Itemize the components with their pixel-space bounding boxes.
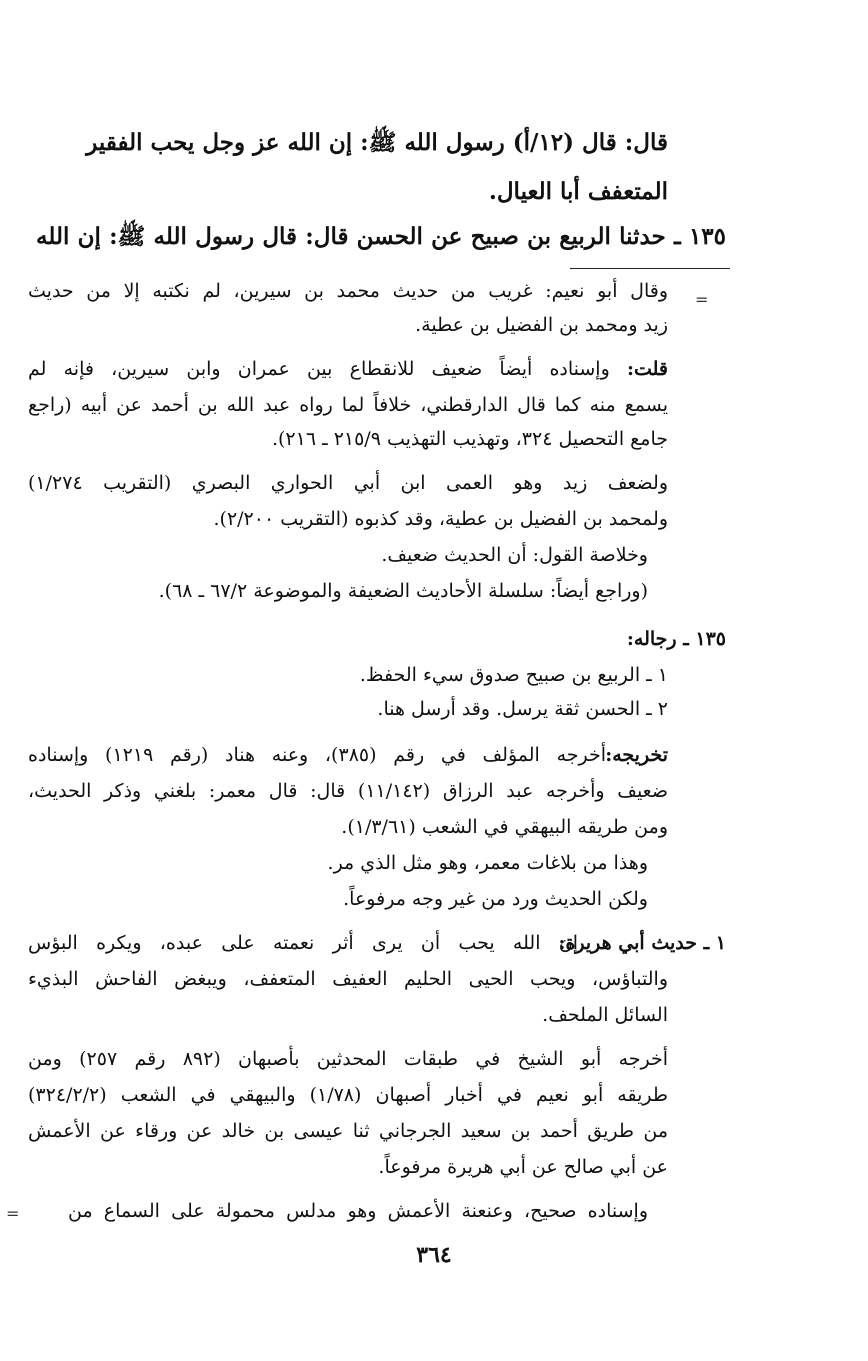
footnote-line: ولضعف زيد وهو العمى ابن أبي الحواري البصري (التقريب ١/٢٧٤) (28, 472, 668, 494)
footnote-line: جامع التحصيل ٣٢٤، وتهذيب التهذيب ٢١٥/٩ ـ ٢١٦). (271, 428, 668, 450)
footnote-line: ومن طريقه البيهقي في الشعب (١/٣/٦١). (341, 816, 668, 838)
footnote-line: زيد ومحمد بن الفضيل بن عطية. (415, 314, 668, 336)
continuation-mark: = (695, 290, 709, 309)
narrator-line: ١ ـ الربيع بن صبيح صدوق سيء الحفظ. (359, 664, 668, 686)
footnote-line: عن أبي صالح عن أبي هريرة مرفوعاً. (378, 1156, 668, 1178)
qultu-label: قلت: (626, 358, 668, 380)
footnote-line: طريقه أبو نعيم في أخبار أصبهان (١/٧٨) والبيهقي في الشعب (٣٢٤/٢/٢) (28, 1084, 668, 1106)
footnote-line: ولكن الحديث ورد من غير وجه مرفوعاً. (343, 888, 648, 910)
narrator-line: ٢ ـ الحسن ثقة يرسل. وقد أرسل هنا. (377, 698, 668, 720)
footnote-line: وخلاصة القول: أن الحديث ضعيف. (381, 544, 648, 566)
footnote-line: يسمع منه كما قال الدارقطني، خلافاً لما رواه عبد الله بن أحمد عن أبيه (راجع (28, 394, 668, 416)
footnote-separator (570, 268, 730, 269)
footnote-line: وهذا من بلاغات معمر، وهو مثل الذي مر. (327, 852, 648, 874)
continuation-mark: = (6, 1204, 20, 1223)
page-number: ٣٦٤ (416, 1242, 452, 1268)
footnote-line: أخرجه أبو الشيخ في طبقات المحدثين بأصبهان (٨٩٢ رقم ٢٥٧) ومن (28, 1048, 669, 1070)
footnote-line: والتباؤس، ويحب الحيى الحليم العفيف المتعفف، ويبغض الفاحش البذيء (28, 968, 668, 990)
footnote-line: (وراجع أيضاً: سلسلة الأحاديث الضعيفة والموضوعة ٦٧/٢ ـ ٦٨). (158, 580, 648, 602)
footnote-line: أخرجه المؤلف في رقم (٣٨٥)، وعنه هناد (رقم ١٢١٩) وإسناده (28, 744, 607, 766)
takhrij-label: تخريجه: (605, 744, 668, 766)
footnote-line: ضعيف وأخرجه عبد الرزاق (١١/١٤٢) قال: قال معمر: بلغني وذكر الحديث، (28, 780, 668, 802)
footnote-line: السائل الملحف. (542, 1004, 668, 1026)
main-text-line-2: المتعفف أبا العيال. (488, 178, 668, 205)
hadith-135-opening: ١٣٥ ـ حدثنا الربيع بن صبيح عن الحسن قال: قال رسول الله ﷺ: إن الله (36, 223, 726, 250)
footnote-line: من طريق أحمد بن سعيد الجرجاني ثنا عيسى بن خالد عن ورقاء عن الأعمش (28, 1120, 668, 1142)
main-text-line-1: قال: قال (١٢/أ) رسول الله ﷺ: إن الله عز وجل يحب الفقير (86, 129, 668, 156)
footnote-line: وقال أبو نعيم: غريب من حديث محمد بن سيرين، لم نكتبه إلا من حديث (28, 280, 668, 302)
rijal-heading: ١٣٥ ـ رجاله: (626, 628, 726, 650)
footnote-line: إن الله يحب أن يرى أثر نعمته على عبده، ويكره البؤس (28, 932, 578, 954)
hadith-label: ١ ـ حديث أبي هريرة: (558, 932, 726, 954)
footnote-line: قلت: وإسناده أيضاً ضعيف للانقطاع بين عمران وابن سيرين، فإنه لم (28, 358, 668, 380)
footnote-line: ولمحمد بن الفضيل بن عطية، وقد كذبوه (التقريب ٢/٢٠٠). (213, 508, 668, 530)
footnote-line: وإسناده صحيح، وعنعنة الأعمش وهو مدلس محمولة على السماع من (68, 1200, 648, 1222)
